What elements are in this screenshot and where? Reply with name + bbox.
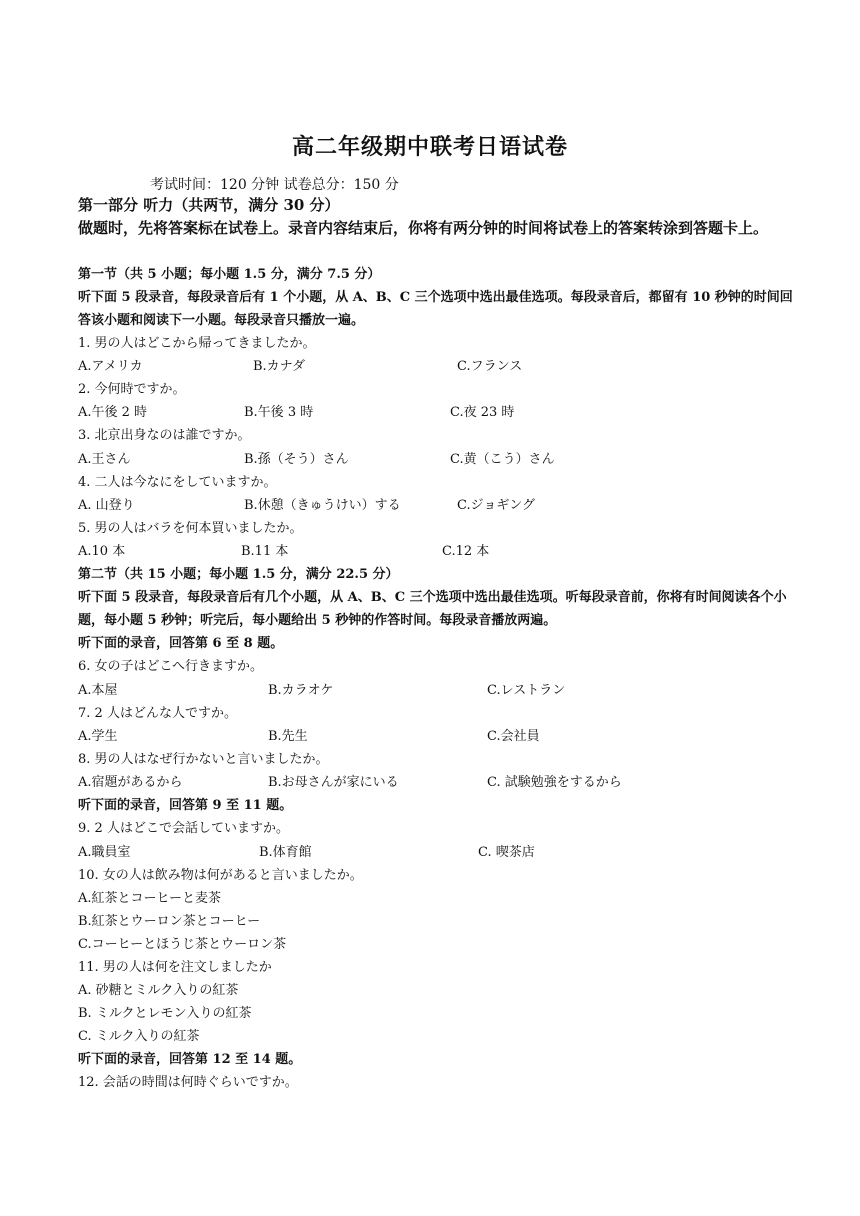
- option-a: A.宿題があるから: [78, 775, 183, 790]
- option-c: C.12 本: [442, 544, 490, 559]
- question-text: 10. 女の人は飲み物は何があると言いましたか。: [78, 868, 363, 883]
- exam-meta: 考试时间：120 分钟 试卷总分：150 分: [150, 177, 399, 193]
- option-c: C.ジョギング: [457, 498, 535, 513]
- question-text: 5. 男の人はバラを何本買いましたか。: [78, 521, 303, 536]
- question-text: 12. 会話の時間は何時ぐらいですか。: [78, 1075, 298, 1090]
- question-text: 6. 女の子はどこへ行きますか。: [78, 659, 264, 674]
- option-a: A.学生: [78, 729, 118, 744]
- question-text: 8. 男の人はなぜ行かないと言いましたか。: [78, 752, 329, 767]
- question-text: 2. 今何時ですか。: [78, 382, 186, 397]
- page-title: 高二年级期中联考日语试卷: [291, 134, 568, 160]
- option-c: C. 試験勉強をするから: [487, 775, 622, 790]
- option-c: C.コーヒーとほうじ茶とウーロン茶: [78, 937, 287, 952]
- option-a: A.王さん: [78, 452, 131, 467]
- question-text: 7. 2 人はどんな人ですか。: [78, 706, 237, 721]
- group-heading: 听下面的录音，回答第 12 至 14 题。: [78, 1052, 302, 1067]
- option-a: A. 山登り: [78, 498, 135, 513]
- option-c: C. ミルク入りの紅茶: [78, 1029, 200, 1044]
- question-text: 4. 二人は今なにをしていますか。: [78, 475, 277, 490]
- option-c: C.レストラン: [487, 683, 566, 698]
- option-b: B.カナダ: [253, 359, 306, 374]
- option-a: A. 砂糖とミルク入りの紅茶: [78, 983, 239, 998]
- option-c: C.会社員: [487, 729, 540, 744]
- part1-instruction: 做题时，先将答案标在试卷上。录音内容结束后，你将有两分钟的时间将试卷上的答案转涂到答题卡上。: [78, 219, 769, 237]
- part1-heading: 第一部分 听力（共两节，满分 30 分）: [78, 196, 340, 214]
- option-b: B.先生: [268, 729, 308, 744]
- option-c: C. 喫茶店: [478, 845, 535, 860]
- option-a: A.職員室: [78, 845, 131, 860]
- option-c: C.夜 23 時: [450, 405, 515, 420]
- option-c: C.黄（こう）さん: [450, 452, 555, 467]
- option-b: B.11 本: [241, 544, 289, 559]
- question-text: 9. 2 人はどこで会話していますか。: [78, 821, 289, 836]
- question-text: 1. 男の人はどこから帰ってきましたか。: [78, 336, 316, 351]
- option-b: B.午後 3 時: [244, 405, 314, 420]
- section1-instruction: 听下面 5 段录音，每段录音后有 1 个小题，从 A、B、C 三个选项中选出最佳选项。每段录音后，都留有 10 秒钟的时间回答该小题和阅读下一小题。每段录音只播放一遍。: [78, 290, 793, 328]
- section2-instruction: 听下面 5 段录音，每段录音后有几个小题，从 A、B、C 三个选项中选出最佳选项。听每段录音前，你将有时间阅读各个小题，每小题 5 秒钟；听完后，每小题给出 5 秒钟的作答时间。每段录音播放两遍。: [78, 590, 787, 628]
- option-c: C.フランス: [457, 359, 523, 374]
- group-heading: 听下面的录音，回答第 9 至 11 题。: [78, 798, 293, 813]
- option-b: B.休憩（きゅうけい）する: [244, 498, 401, 513]
- option-a: A.アメリカ: [78, 359, 143, 374]
- option-b: B.孫（そう）さん: [244, 452, 349, 467]
- section2-heading: 第二节（共 15 小题；每小题 1.5 分，满分 22.5 分）: [78, 567, 399, 582]
- option-b: B.紅茶とウーロン茶とコーヒー: [78, 914, 261, 929]
- option-a: A.10 本: [78, 544, 126, 559]
- option-a: A.本屋: [78, 683, 118, 698]
- question-text: 11. 男の人は何を注文しましたか: [78, 960, 272, 975]
- group-heading: 听下面的录音，回答第 6 至 8 题。: [78, 636, 284, 651]
- option-b: B. ミルクとレモン入りの紅茶: [78, 1006, 252, 1021]
- option-a: A.紅茶とコーヒーと麦茶: [78, 891, 222, 906]
- question-text: 3. 北京出身なのは誰ですか。: [78, 428, 251, 443]
- option-b: B.カラオケ: [268, 683, 334, 698]
- option-b: B.お母さんが家にいる: [268, 775, 399, 790]
- option-a: A.午後 2 時: [78, 405, 148, 420]
- section1-heading: 第一节（共 5 小题；每小题 1.5 分，满分 7.5 分）: [78, 267, 381, 282]
- option-b: B.体育館: [259, 845, 312, 860]
